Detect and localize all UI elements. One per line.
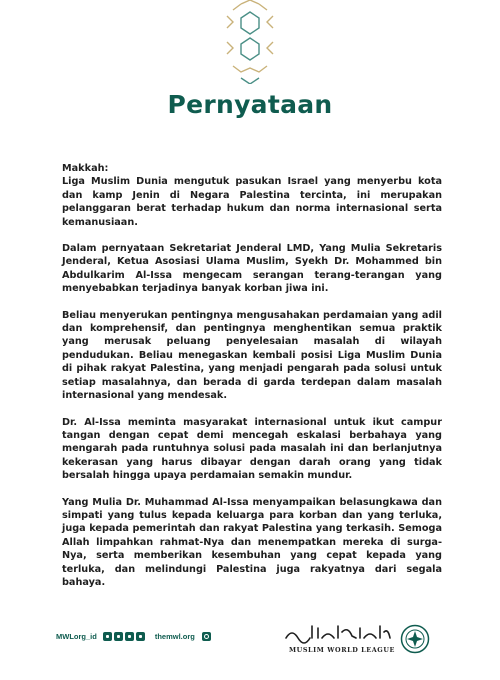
arabic-wordmark: [282, 622, 394, 644]
paragraph-5: Yang Mulia Dr. Muhammad Al-Issa menyampaikan belasungkawa dan simpati yang tulus kepada keluarga para korban dan yang terluka, juga kepada pemerintah dan rakyat Palestina yang terkasih. Semoga Allah limpahkan rahmat-Nya dan menempatkan mereka di surga-Nya, serta memberikan kesembuhan yang cepat kepada yang terluka, dan melindungi Palestina juga rakyatnya dari segala bahaya.: [62, 496, 442, 588]
social-icons: [103, 632, 145, 641]
youtube-icon[interactable]: [136, 632, 145, 641]
footer-social: [56, 632, 211, 641]
twitter-icon[interactable]: [103, 632, 112, 641]
paragraph-2: Dalam pernyataan Sekretariat Jenderal LMD, Yang Mulia Sekretaris Jenderal, Ketua Asosiasi Ulama Muslim, Syekh Dr. Mohammed bin Abdulkarim Al-Issa mengecam serangan terang-terangan yang menyebabkan terjadinya banyak korban jiwa ini.: [62, 243, 442, 295]
globe-icon: [202, 632, 211, 641]
instagram-icon[interactable]: [125, 632, 134, 641]
decorative-ornament: [219, 0, 281, 84]
paragraph-1: [62, 162, 442, 229]
facebook-icon[interactable]: [114, 632, 123, 641]
mwl-logo: [282, 622, 444, 656]
org-name: MUSLIM WORLD LEAGUE: [289, 646, 395, 654]
mwl-emblem-icon: [400, 624, 430, 654]
page-title: Pernyataan: [167, 90, 333, 119]
paragraph-1-text: Liga Muslim Dunia mengutuk pasukan Israel yang menyerbu kota dan kamp Jenin di Negara Palestina tercinta, ini merupakan pelanggaran berat terhadap hukum dan norma internasional serta kemanusiaan.: [62, 176, 442, 228]
paragraph-4: Dr. Al-Issa meminta masyarakat internasional untuk ikut campur tangan dengan cepat demi mencegah eskalasi berbahaya yang mengarah pada runtuhnya solusi pada masalah ini dan berlanjutnya kekerasan yang harus dibayar dengan darah orang yang tidak bersalah hingga upaya perdamaian semakin mundur.: [62, 416, 442, 482]
website-link[interactable]: themwl.org: [154, 632, 195, 641]
location-label: Makkah:: [62, 163, 109, 174]
statement-body: [62, 162, 442, 602]
social-handle[interactable]: MWLorg_id: [56, 632, 97, 641]
paragraph-3: Beliau menyerukan pentingnya mengusahakan perdamaian yang adil dan komprehensif, dan pentingnya menghentikan semua praktik yang merusak peluang penyelesaian masalah di wilayah pendudukan. Beliau menegaskan kembali posisi Liga Muslim Dunia di pihak rakyat Palestina, yang menjadi pengarah pada solusi untuk setiap masalahnya, dan berada di garda terdepan dalam masalah internasional yang mendesak.: [62, 309, 442, 402]
